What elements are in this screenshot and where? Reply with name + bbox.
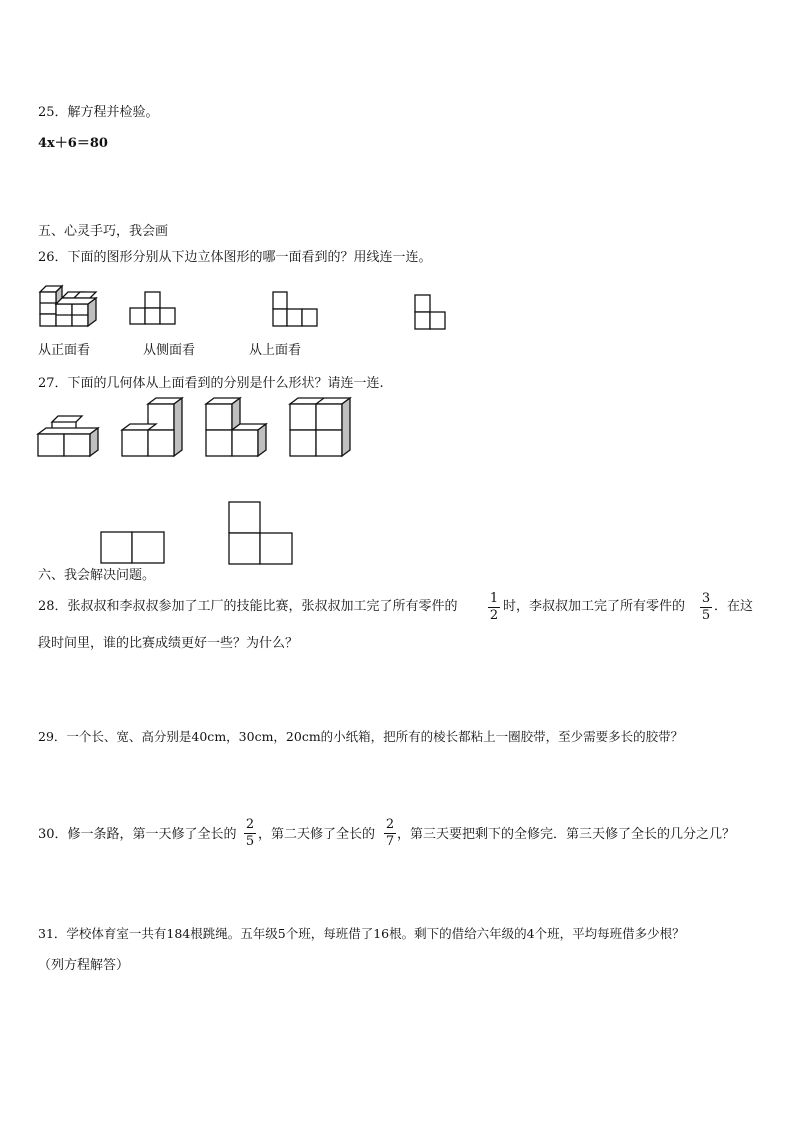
q26-view-side (273, 292, 319, 326)
q26-view-front (130, 292, 176, 324)
q30-text-part1: 30．修一条路，第一天修了全长的 (38, 827, 237, 842)
q28-text-part2: 时，李叔叔加工完了所有零件的 (503, 599, 686, 614)
section5-heading: 五、心灵手巧，我会画 (38, 224, 169, 239)
q30-fraction-2 (384, 818, 396, 849)
q27-solid-4 (290, 396, 352, 458)
q28-frac1-numerator: 1 (489, 591, 499, 606)
q27-solid-3 (206, 396, 270, 458)
q30-frac1-denominator: 5 (245, 834, 255, 849)
q30-text-part2: ，第二天修了全长的 (258, 827, 376, 842)
q27-top-view-a (101, 532, 165, 564)
q26-label-side: 从侧面看 (143, 343, 196, 358)
q31-text-line1: 31．学校体育室一共有184根跳绳。五年级5个班，每班借了16根。剩下的借给六年级的4个班，平均每班借多少根？ (38, 926, 685, 941)
q30-fraction-1 (244, 818, 256, 849)
q26-view-top (415, 295, 447, 329)
q30-frac2-numerator: 2 (385, 817, 395, 832)
q29-text: 29．一个长、宽、高分别是40cm，30cm，20cm的小纸箱，把所有的棱长都粘上一圈胶带，至少需要多长的胶带？ (38, 729, 684, 744)
section6-heading: 六、我会解决问题。 (38, 568, 156, 583)
q28-fraction-2 (700, 592, 712, 623)
q28-fraction-1 (488, 592, 500, 623)
q26-title: 26．下面的图形分别从下边立体图形的哪一面看到的？用线连一连。 (38, 250, 432, 265)
q28-text-line2: 段时间里，谁的比赛成绩更好一些？为什么？ (38, 636, 299, 651)
q30-frac2-denominator: 7 (385, 834, 395, 849)
q26-solid-figure (40, 284, 102, 328)
q28-frac2-denominator: 5 (701, 608, 711, 623)
q30-frac1-numerator: 2 (245, 817, 255, 832)
q28-text-part1: 28．张叔叔和李叔叔参加了工厂的技能比赛，张叔叔加工完了所有零件的 (38, 599, 458, 614)
q31-text-line2: （列方程解答） (38, 958, 130, 973)
q28-frac2-numerator: 3 (701, 591, 711, 606)
q27-top-view-b (229, 502, 293, 564)
q25-title: 25．解方程并检验。 (38, 105, 159, 120)
q28-frac1-denominator: 2 (489, 608, 499, 623)
q25-equation: 4x＋6＝80 (38, 136, 108, 151)
q26-label-top: 从上面看 (249, 343, 302, 358)
q30-text-part3: ，第三天要把剩下的全修完．第三天修了全长的几分之几？ (397, 827, 736, 842)
q28-text-part3: ．在这 (714, 599, 754, 614)
q27-solid-1 (38, 414, 102, 458)
q27-solid-2 (122, 396, 186, 458)
q27-title: 27．下面的几何体从上面看到的分别是什么形状？请连一连. (38, 376, 384, 391)
q26-label-front: 从正面看 (38, 343, 91, 358)
